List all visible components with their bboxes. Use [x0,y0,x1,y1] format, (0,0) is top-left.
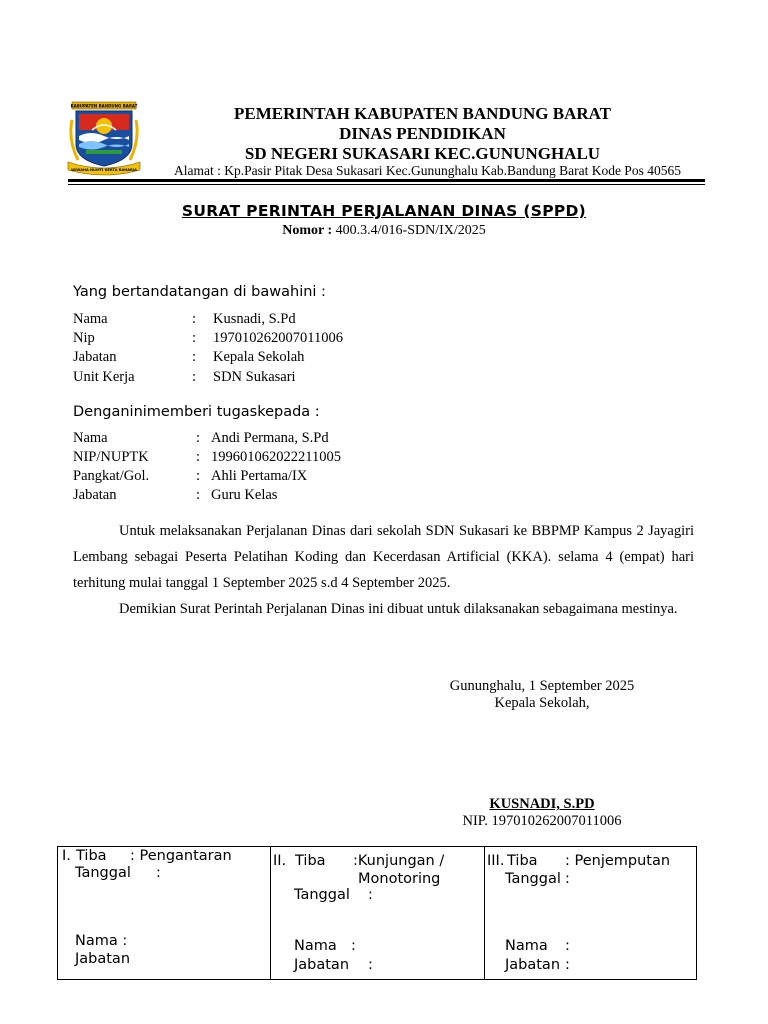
cell-number: II. [273,853,287,869]
field-colon: : [192,330,197,346]
field-value: SDN Sukasari [213,369,296,385]
tiba-label: Tiba [507,853,538,869]
field-value: Kusnadi, S.Pd [213,311,296,327]
field-colon: : [196,430,201,446]
jabatan-label: Jabatan [294,957,350,973]
logo-top-text: KABUPATEN BANDUNG BARAT [70,103,138,109]
field-colon: : [196,468,201,484]
arrival-table [57,846,697,980]
tiba-label: Tiba [295,853,326,869]
field-value: Ahli Pertama/IX [211,468,308,484]
signer-intro: Yang bertandatangan di bawahini : [73,284,326,300]
jabatan-colon: : [565,957,570,973]
arrival-cell-1 [58,847,271,980]
signature-nip: NIP. 197010262007011006 [462,813,622,829]
field-value: Guru Kelas [211,487,278,503]
body-paragraph-2: Demikian Surat Perintah Perjalanan Dinas ini dibuat untuk dilaksanakan sebagaimana mestinya. [119,601,678,617]
field-label: Jabatan [73,487,117,503]
jabatan-label: Jabatan [505,957,561,973]
nama-label: Nama : [75,933,128,949]
field-colon: : [196,449,201,465]
nama-label: Nama [505,938,548,954]
regency-logo [66,100,142,178]
tanggal-label: Tanggal [75,865,131,881]
signer-row-unit [73,368,473,387]
jabatan-label: Jabatan [75,951,131,967]
letterhead-rule-thin [68,184,705,185]
document-number [0,223,768,239]
signer-row-position [73,348,473,367]
field-label: NIP/NUPTK [73,449,149,465]
tanggal-colon: : [565,871,570,887]
tiba-label: Tiba [76,848,107,864]
letterhead-rule-thick [68,179,705,182]
cell-number: I. [62,848,71,864]
field-colon: : [196,487,201,503]
tanggal-label: Tanggal [294,887,350,903]
arrival-cell-3 [485,847,697,980]
tiba-value: : Penjemputan [565,853,671,869]
field-label: Unit Kerja [73,369,135,385]
assignee-row-nip [73,448,473,467]
field-colon: : [192,349,197,365]
letterhead-line-3: SD NEGERI SUKASARI KEC.GUNUNGHALU [244,144,601,163]
field-value: Andi Permana, S.Pd [211,430,329,446]
letterhead-line-1: PEMERINTAH KABUPATEN BANDUNG BARAT [233,104,611,123]
field-value: 199601062022211005 [211,449,341,465]
signature-position: Kepala Sekolah, [494,695,590,711]
letterhead-line-2: DINAS PENDIDIKAN [339,124,506,143]
field-value: Kepala Sekolah [213,349,305,365]
document-number-label: Nomor : [282,223,333,238]
tiba-value-cont: Monotoring [358,871,441,887]
field-colon: : [192,311,197,327]
assignee-row-rank [73,467,473,486]
tiba-value: : Pengantaran [130,848,232,864]
signer-row-nip [73,329,473,348]
field-colon: : [192,369,197,385]
nama-label: Nama [294,938,337,954]
assignee-row-position [73,486,473,505]
field-label: Nama [73,430,108,446]
signer-row-name [73,310,473,329]
field-label: Pangkat/Gol. [73,468,150,484]
document-number-value: 400.3.4/016-SDN/IX/2025 [332,223,486,238]
tanggal-colon: : [156,865,161,881]
tiba-value: :Kunjungan / [353,853,445,869]
assignee-row-name [73,429,473,448]
field-value: 197010262007011006 [213,330,343,346]
nama-colon: : [565,938,570,954]
assignee-intro: Denganinimemberi tugaskepada : [73,404,320,420]
field-label: Jabatan [73,349,117,365]
arrival-cell-2 [271,847,485,980]
jabatan-colon: : [368,957,373,973]
cell-number: III. [487,853,505,869]
field-label: Nip [73,330,95,346]
signature-name: KUSNADI, S.PD [489,796,595,812]
tanggal-label: Tanggal [505,871,561,887]
document-title: SURAT PERINTAH PERJALANAN DINAS (SPPD) [181,202,587,220]
signature-place-date: Gununghalu, 1 September 2025 [449,678,635,694]
letterhead-address: Alamat : Kp.Pasir Pitak Desa Sukasari Kec.Gununghalu Kab.Bandung Barat Kode Pos 40565 [174,163,681,178]
logo-motto-text: WIWAHA NUMTI KERTA RAHARJA [71,168,137,172]
tanggal-colon: : [368,887,373,903]
field-label: Nama [73,311,108,327]
body-paragraph-1: Untuk melaksanakan Perjalanan Dinas dari sekolah SDN Sukasari ke BBPMP Kampus 2 Jayagiri Lembang sebagai Peserta Pelatihan Koding dan Kecerdasan Artificial (KKA). selama 4 (empat) hari terhitung mulai tanggal 1 September 2025 s.d 4 September 2025. [73,523,694,591]
nama-colon: : [351,938,356,954]
